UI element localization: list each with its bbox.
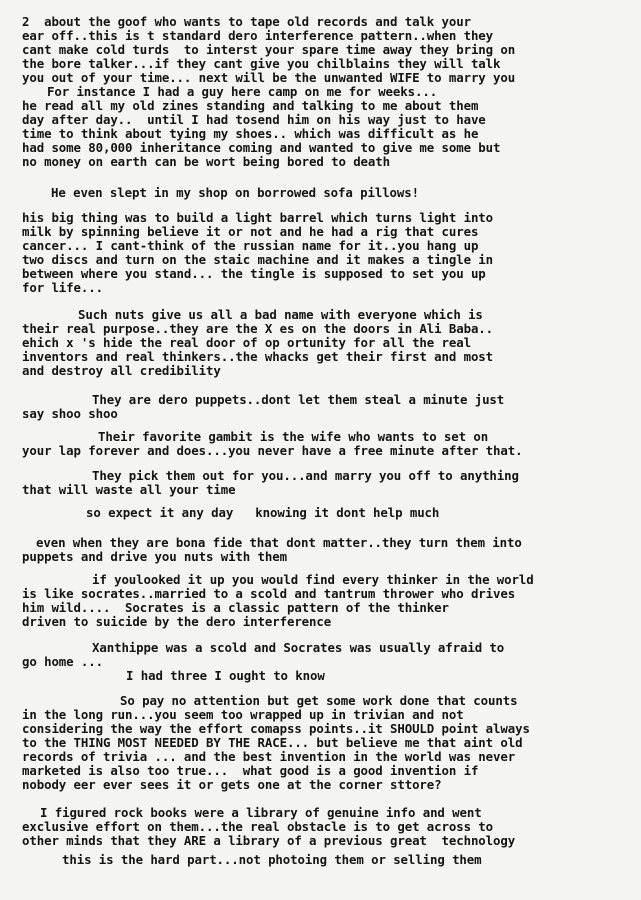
- text-line: their real purpose..they are the X es on the doors in Ali Baba..: [22, 321, 494, 336]
- text-line: he read all my old zines standing and talking to me about them: [22, 98, 479, 113]
- text-line: to the THING MOST NEEDED BY THE RACE... but believe me that aint old: [22, 735, 523, 750]
- text-line: no money on earth can be wort being bored to death: [22, 154, 390, 169]
- text-line: time to think about tying my shoes.. which was difficult as he: [22, 126, 479, 141]
- text-line: day after day.. until I had tosend him on his way just to have: [22, 112, 486, 127]
- text-line: milk by spinning believe it or not and he had a rig that cures: [22, 224, 479, 239]
- text-line: So pay no attention but get some work done that counts: [120, 693, 518, 708]
- text-line: I figured rock books were a library of genuine info and went: [40, 805, 482, 820]
- text-line: had some 80,000 inheritance coming and wanted to give me some but: [22, 140, 501, 155]
- text-line: I had three I ought to know: [126, 668, 325, 683]
- text-line: other minds that they ARE a library of a previous great technology: [22, 833, 516, 848]
- text-line: him wild.... Socrates is a classic pattern of the thinker: [22, 600, 449, 615]
- text-line: cant make cold turds to interst your spare time away they bring on: [22, 42, 516, 57]
- text-line: driven to suicide by the dero interference: [22, 614, 332, 629]
- text-line: marketed is also too true... what good is a good invention if: [22, 763, 479, 778]
- text-line: that will waste all your time: [22, 482, 236, 497]
- text-line: exclusive effort on them...the real obstacle is to get across to: [22, 819, 494, 834]
- text-line: He even slept in my shop on borrowed sofa pillows!: [51, 185, 419, 200]
- text-line: in the long run...you seem too wrapped up in trivian and not: [22, 707, 464, 722]
- text-line: considering the way the effort comapss points..it SHOULD point always: [22, 721, 530, 736]
- text-line: so expect it any day knowing it dont help much: [86, 505, 440, 520]
- text-line: cancer... I cant-think of the russian name for it..you hang up: [22, 238, 479, 253]
- text-line: the bore talker...if they cant give you chilblains they will talk: [22, 56, 501, 71]
- text-line: Such nuts give us all a bad name with everyone which is: [78, 307, 483, 322]
- text-line: They pick them out for you...and marry you off to anything: [92, 468, 519, 483]
- text-line: you out of your time... next will be the unwanted WIFE to marry you: [22, 70, 516, 85]
- text-line: They are dero puppets..dont let them steal a minute just: [92, 392, 505, 407]
- text-line: 2 about the goof who wants to tape old records and talk your: [22, 14, 471, 29]
- text-line: even when they are bona fide that dont matter..they turn them into: [36, 535, 522, 550]
- text-line: two discs and turn on the staic machine and it makes a tingle in: [22, 252, 494, 267]
- text-line: Xanthippe was a scold and Socrates was usually afraid to: [92, 640, 505, 655]
- text-line: nobody eer ever sees it or gets one at the corner sttore?: [22, 777, 442, 792]
- text-line: this is the hard part...not photoing them or selling them: [62, 852, 482, 867]
- text-line: go home ...: [22, 654, 103, 669]
- text-line: between where you stand... the tingle is supposed to set you up: [22, 266, 486, 281]
- text-line: and destroy all credibility: [22, 363, 221, 378]
- text-line: ehich x 's hide the real door of op ortunity for all the real: [22, 335, 471, 350]
- text-line: Their favorite gambit is the wife who wants to set on: [98, 429, 489, 444]
- text-line: say shoo shoo: [22, 406, 118, 421]
- text-line: his big thing was to build a light barrel which turns light into: [22, 210, 494, 225]
- text-line: records of trivia ... and the best invention in the world was never: [22, 749, 516, 764]
- text-line: puppets and drive you nuts with them: [22, 549, 287, 564]
- text-line: inventors and real thinkers..the whacks get their first and most: [22, 349, 494, 364]
- text-line: ear off..this is t standard dero interference pattern..when they: [22, 28, 494, 43]
- text-line: your lap forever and does...you never have a free minute after that.: [22, 443, 523, 458]
- text-line: is like socrates..married to a scold and tantrum thrower who drives: [22, 586, 516, 601]
- text-line: For instance I had a guy here camp on me for weeks...: [47, 84, 438, 99]
- text-line: for life...: [22, 280, 103, 295]
- text-line: if youlooked it up you would find every thinker in the world: [92, 572, 534, 587]
